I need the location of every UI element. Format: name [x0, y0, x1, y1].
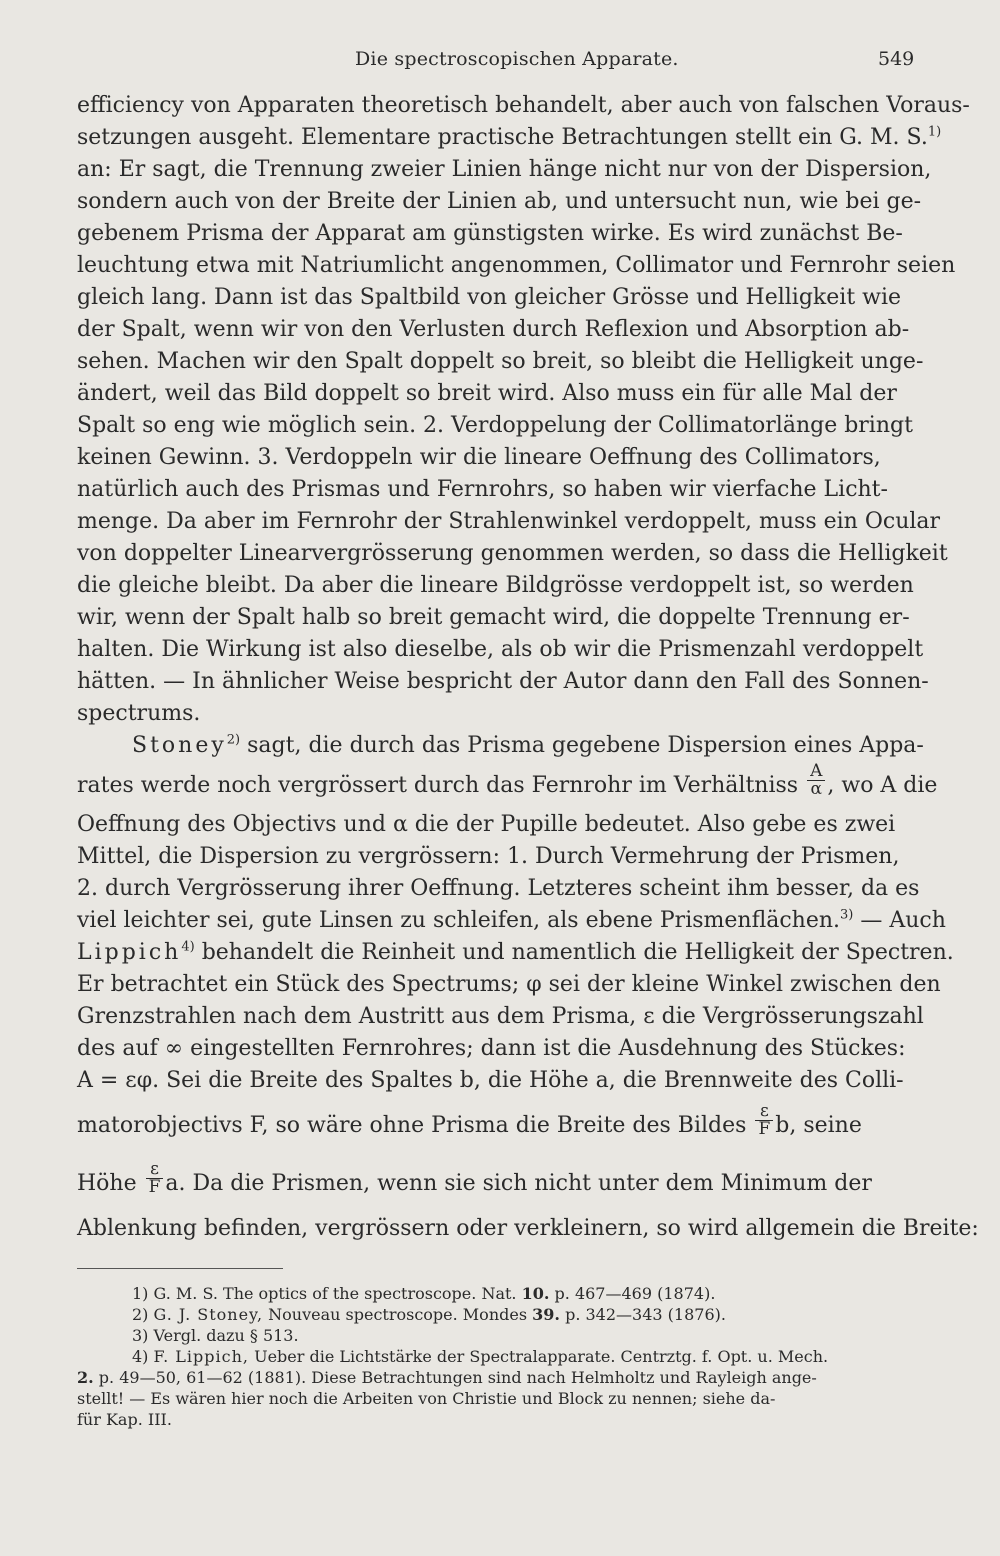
footnote-4	[77, 1346, 923, 1367]
footnote-text: Vergl. dazu § 513.	[153, 1326, 299, 1345]
footnotes	[77, 1283, 923, 1430]
text-line: der Spalt, wenn wir von den Verlusten durch Reflexion und Absorption ab-	[77, 317, 910, 342]
author-name: G. J. Stoney,	[153, 1305, 264, 1324]
volume-number: 10.	[521, 1284, 550, 1303]
text-line: Grenzstrahlen nach dem Austritt aus dem Prisma, ε die Vergrösserungszahl	[77, 1004, 924, 1029]
footnote-number: 2)	[132, 1305, 149, 1324]
footnote-4-continued: für Kap. III.	[77, 1410, 172, 1429]
text-line: menge. Da aber im Fernrohr der Strahlenwinkel verdoppelt, muss ein Ocular	[77, 509, 941, 534]
footnote-text: p. 342—343 (1876).	[565, 1305, 726, 1324]
text-line: Oeffnung des Objectivs und α die der Pupille bedeutet. Also gebe es zwei	[77, 812, 896, 837]
text-line: leuchtung etwa mit Natriumlicht angenommen, Collimator und Fernrohr seien	[77, 253, 956, 278]
text-span: Höhe	[77, 1171, 137, 1196]
text-span: , wo A die	[827, 773, 938, 798]
text-line: sondern auch von der Breite der Linien ab, und untersucht nun, wie bei ge-	[77, 189, 922, 214]
text-line: ändert, weil das Bild doppelt so breit wird. Also muss ein für alle Mal der	[77, 381, 897, 406]
text-line: Er betrachtet ein Stück des Spectrums; φ sei der kleine Winkel zwischen den	[77, 972, 941, 997]
footnote-1	[77, 1283, 923, 1304]
text-line: Spalt so eng wie möglich sein. 2. Verdoppelung der Collimatorlänge bringt	[77, 413, 913, 438]
running-head	[0, 48, 1000, 78]
running-title: Die spectroscopischen Apparate.	[355, 48, 679, 70]
text-line: 2. durch Vergrösserung ihrer Oeffnung. Letzteres scheint ihm besser, da es	[77, 876, 920, 901]
text-line: sehen. Machen wir den Spalt doppelt so breit, so bleibt die Helligkeit unge-	[77, 349, 924, 374]
text-line	[77, 937, 954, 969]
text-line: natürlich auch des Prismas und Fernrohrs, so haben wir vierfache Licht-	[77, 477, 888, 502]
author-name: F. Lippich,	[153, 1347, 249, 1366]
footnote-number: 1)	[132, 1284, 149, 1303]
text-span: behandelt die Reinheit und namentlich die Helligkeit der Spectren.	[201, 940, 954, 965]
text-span: b, seine	[775, 1113, 862, 1138]
text-line: hätten. — In ähnlicher Weise bespricht der Autor dann den Fall des Sonnen-	[77, 669, 929, 694]
text-line	[77, 730, 923, 762]
text-line: die gleiche bleibt. Da aber die lineare Bildgrösse verdoppelt ist, so werden	[77, 573, 914, 598]
text-span: a. Da die Prismen, wenn sie sich nicht unter dem Minimum der	[165, 1171, 872, 1196]
author-name: Lippich	[77, 940, 182, 965]
text-line	[77, 760, 938, 809]
text-line: gleich lang. Dann ist das Spaltbild von gleicher Grösse und Helligkeit wie	[77, 285, 902, 310]
fraction-numerator: ε	[146, 1161, 164, 1179]
text-line: an: Er sagt, die Trennung zweier Linien hänge nicht nur von der Dispersion,	[77, 157, 932, 182]
footnote-4-continued: stellt! — Es wären hier noch die Arbeiten von Christie und Block zu nennen; siehe da-	[77, 1389, 776, 1408]
text-line: efficiency von Apparaten theoretisch behandelt, aber auch von falschen Voraus-	[77, 93, 970, 118]
text-span: matorobjectivs F, so wäre ohne Prisma die Breite des Bildes	[77, 1113, 747, 1138]
fraction-a-over-alpha	[807, 760, 825, 799]
text-line: Mittel, die Dispersion zu vergrössern: 1. Durch Vermehrung der Prismen,	[77, 844, 900, 869]
volume-number: 39.	[532, 1305, 560, 1324]
text-span: — Auch	[853, 908, 946, 933]
footnote-4-continued	[77, 1367, 923, 1388]
text-span: sagt, die durch das Prisma gegebene Dispersion eines Appa-	[247, 733, 924, 758]
footnote-3	[77, 1325, 923, 1346]
text-line: Ablenkung befinden, vergrössern oder verkleinern, so wird allgemein die Breite:	[77, 1216, 979, 1241]
text-span: rates werde noch vergrössert durch das Fernrohr im Verhältniss	[77, 773, 799, 798]
footnote-reference[interactable]: 3)	[840, 907, 854, 923]
text-line: A = εφ. Sei die Breite des Spaltes b, die Höhe a, die Brennweite des Colli-	[77, 1068, 904, 1093]
fraction-denominator: F	[148, 1176, 161, 1197]
footnote-text: p. 49—50, 61—62 (1881). Diese Betrachtungen sind nach Helmholtz und Rayleigh ange-	[98, 1368, 817, 1387]
volume-number: 2.	[77, 1368, 94, 1387]
page-number: 549	[878, 48, 915, 70]
footnote-text: G. M. S. The optics of the spectroscope. Nat.	[153, 1284, 517, 1303]
text-span: setzungen ausgeht. Elementare practische Betrachtungen stellt ein G. M. S.	[77, 125, 928, 150]
footnote-divider	[77, 1268, 283, 1269]
text-line	[77, 1097, 923, 1155]
footnote-reference[interactable]: 1)	[927, 124, 942, 140]
fraction-numerator: ε	[755, 1103, 773, 1121]
footnote-text: Ueber die Lichtstärke der Spectralapparate. Centrztg. f. Opt. u. Mech.	[254, 1347, 829, 1366]
footnote-reference[interactable]: 2)	[226, 732, 241, 748]
text-line	[77, 905, 946, 937]
fraction-epsilon-over-f	[146, 1158, 164, 1197]
text-line: spectrums.	[77, 701, 201, 726]
footnote-number: 3)	[132, 1326, 149, 1345]
footnote-reference[interactable]: 4)	[181, 939, 195, 955]
footnote-2	[77, 1304, 923, 1325]
text-line: des auf ∞ eingestellten Fernrohres; dann ist die Ausdehnung des Stückes:	[77, 1036, 906, 1061]
text-line	[77, 1155, 923, 1213]
fraction-denominator: α	[810, 778, 822, 799]
text-line: wir, wenn der Spalt halb so breit gemacht wird, die doppelte Trennung er-	[77, 605, 910, 630]
footnote-text: Nouveau spectroscope. Mondes	[268, 1305, 528, 1324]
footnote-number: 4)	[132, 1347, 149, 1366]
author-name: Stoney	[132, 733, 227, 758]
text-line: halten. Die Wirkung ist also dieselbe, als ob wir die Prismenzahl verdoppelt	[77, 637, 924, 662]
fraction-denominator: F	[758, 1118, 771, 1139]
text-line	[77, 122, 942, 154]
fraction-numerator: A	[807, 763, 825, 781]
footnote-text: p. 467—469 (1874).	[554, 1284, 716, 1303]
text-line: gebenem Prisma der Apparat am günstigsten wirke. Es wird zunächst Be-	[77, 221, 903, 246]
body-text	[77, 90, 979, 1245]
text-line: von doppelter Linearvergrösserung genommen werden, so dass die Helligkeit	[77, 541, 948, 566]
fraction-epsilon-over-f	[755, 1100, 773, 1139]
text-line: keinen Gewinn. 3. Verdoppeln wir die lineare Oeffnung des Collimators,	[77, 445, 881, 470]
text-span: viel leichter sei, gute Linsen zu schleifen, als ebene Prismenflächen.	[77, 908, 841, 933]
